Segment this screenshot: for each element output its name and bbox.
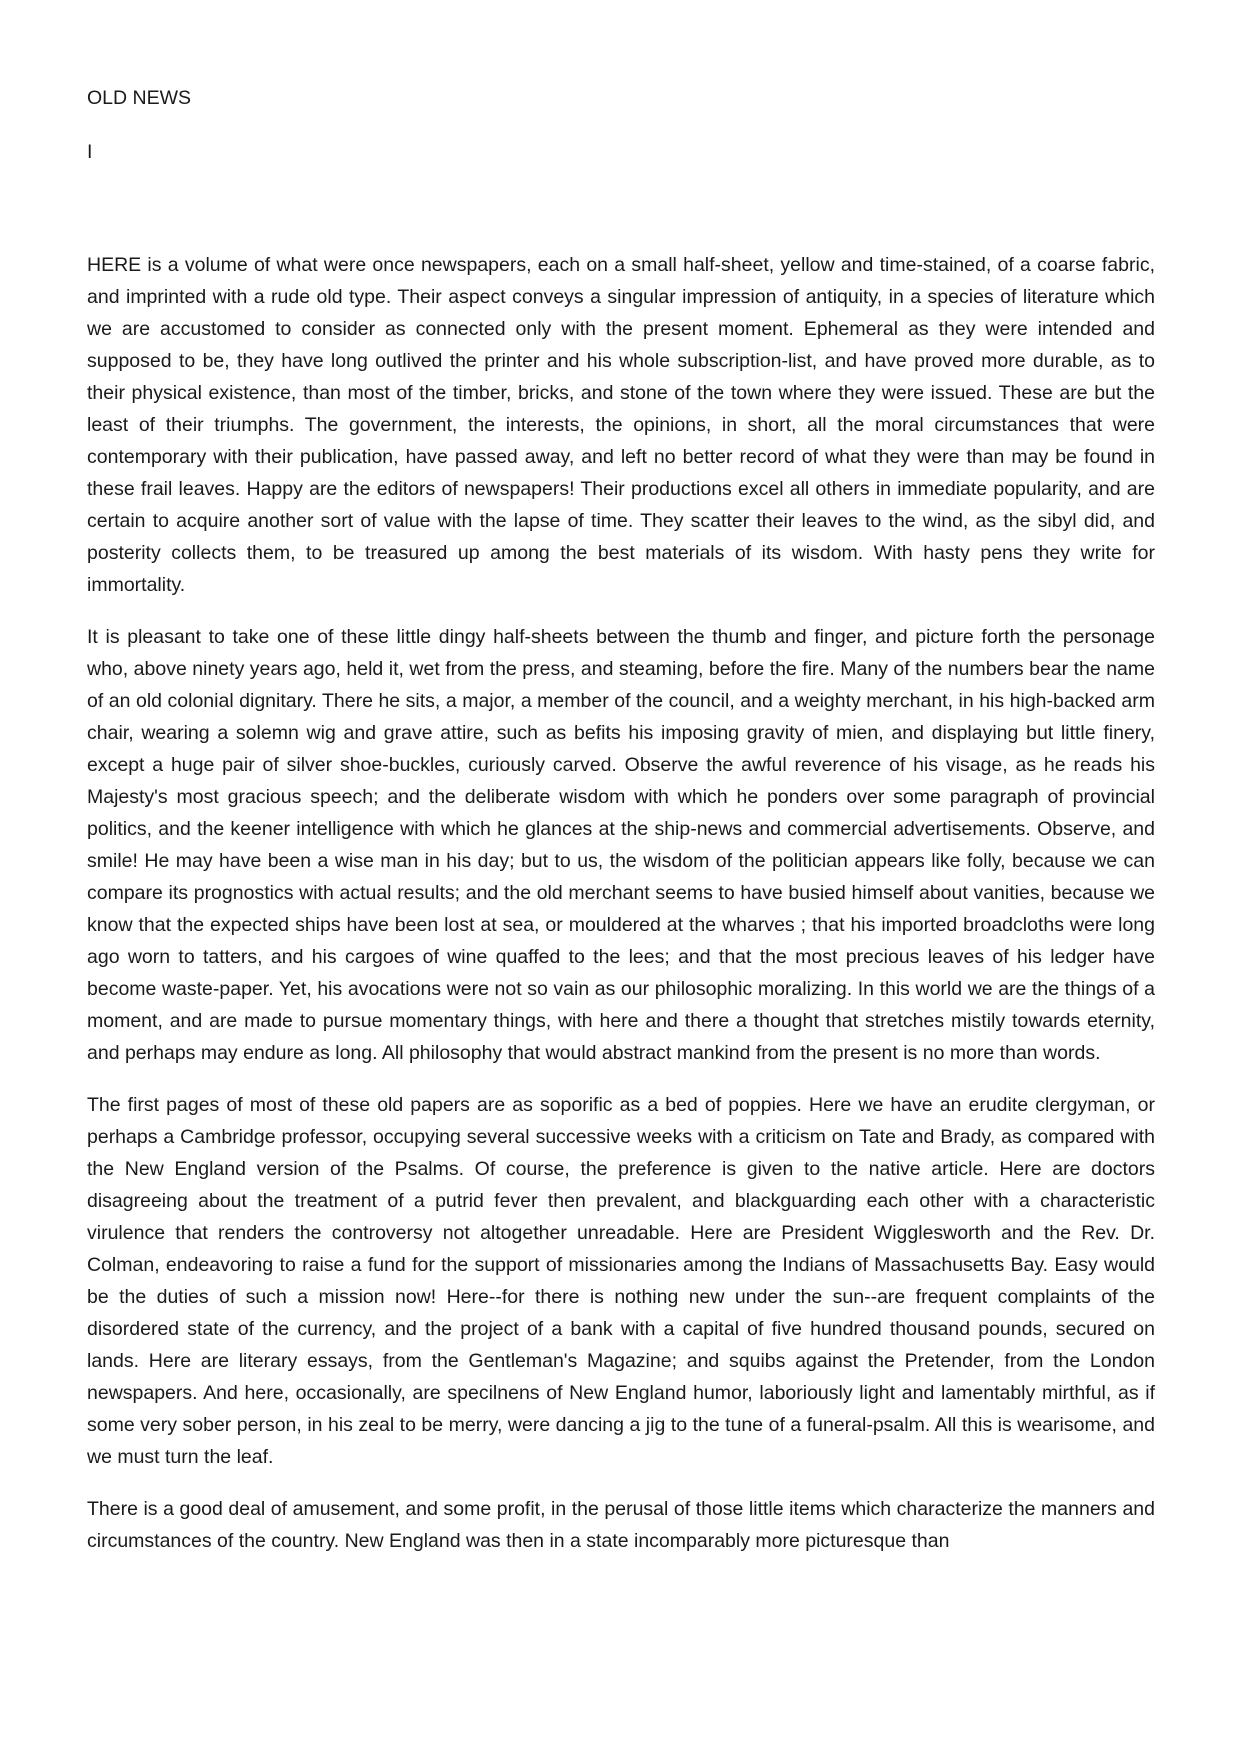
chapter-heading: I <box>87 141 93 163</box>
paragraph: It is pleasant to take one of these little dingy half-sheets between the thumb and finger, and picture forth the personage who, above ninety years ago, held it, wet from the press, and steaming, before the fire. Many of the numbers bear the name of an old colonial dignitary. There he sits, a major, a member of the council, and a weighty merchant, in his high-backed arm chair, wearing a solemn wig and grave attire, such as befits his imposing gravity of mien, and displaying but little finery, except a huge pair of silver shoe-buckles, curiously carved. Observe the awful reverence of his visage, as he reads his Majesty's most gracious speech; and the deliberate wisdom with which he ponders over some paragraph of provincial politics, and the keener intelligence with which he glances at the ship-news and commercial advertisements. Observe, and smile! He may have been a wise man in his day; but to us, the wisdom of the politician appears like folly, because we can compare its prognostics with actual results; and the old merchant seems to have busied himself about vanities, because we know that the expected ships have been lost at sea, or mouldered at the wharves ; that his imported broadcloths were long ago worn to tatters, and his cargoes of wine quaffed to the lees; and that the most precious leaves of his ledger have become waste-paper. Yet, his avocations were not so vain as our philosophic moralizing. In this world we are the things of a moment, and are made to pursue momentary things, with here and there a thought that stretches mistily towards eternity, and perhaps may endure as long. All philosophy that would abstract mankind from the present is no more than words. <box>87 626 1155 1064</box>
paragraph: HERE is a volume of what were once newspapers, each on a small half-sheet, yellow and time-stained, of a coarse fabric, and imprinted with a rude old type. Their aspect conveys a singular impression of antiquity, in a species of literature which we are accustomed to consider as connected only with the present moment. Ephemeral as they were intended and supposed to be, they have long outlived the printer and his whole subscription-list, and have proved more durable, as to their physical existence, than most of the timber, bricks, and stone of the town where they were issued. These are but the least of their triumphs. The government, the interests, the opinions, in short, all the moral circumstances that were contemporary with their publication, have passed away, and left no better record of what they were than may be found in these frail leaves. Happy are the editors of newspapers! Their productions excel all others in immediate popularity, and are certain to acquire another sort of value with the lapse of time. They scatter their leaves to the wind, as the sibyl did, and posterity collects them, to be treasured up among the best materials of its wisdom. With hasty pens they write for immortality. <box>87 254 1155 596</box>
document-body <box>87 249 1155 1557</box>
document-title: OLD NEWS <box>87 87 192 109</box>
document-page <box>87 82 1155 1577</box>
paragraph: The first pages of most of these old papers are as soporific as a bed of poppies. Here we have an erudite clergyman, or perhaps a Cambridge professor, occupying several successive weeks with a criticism on Tate and Brady, as compared with the New England version of the Psalms. Of course, the preference is given to the native article. Here are doctors disagreeing about the treatment of a putrid fever then prevalent, and blackguarding each other with a characteristic virulence that renders the controversy not altogether unreadable. Here are President Wigglesworth and the Rev. Dr. Colman, endeavoring to raise a fund for the support of missionaries among the Indians of Massachusetts Bay. Easy would be the duties of such a mission now! Here--for there is nothing new under the sun--are frequent complaints of the disordered state of the currency, and the project of a bank with a capital of five hundred thousand pounds, secured on lands. Here are literary essays, from the Gentleman's Magazine; and squibs against the Pretender, from the London newspapers. And here, occasionally, are specilnens of New England humor, laboriously light and lamentably mirthful, as if some very sober person, in his zeal to be merry, were dancing a jig to the tune of a funeral-psalm. All this is wearisome, and we must turn the leaf. <box>87 1094 1155 1468</box>
paragraph: There is a good deal of amusement, and some profit, in the perusal of those little items which characterize the manners and circumstances of the country. New England was then in a state incomparably more picturesque than <box>87 1498 1155 1552</box>
